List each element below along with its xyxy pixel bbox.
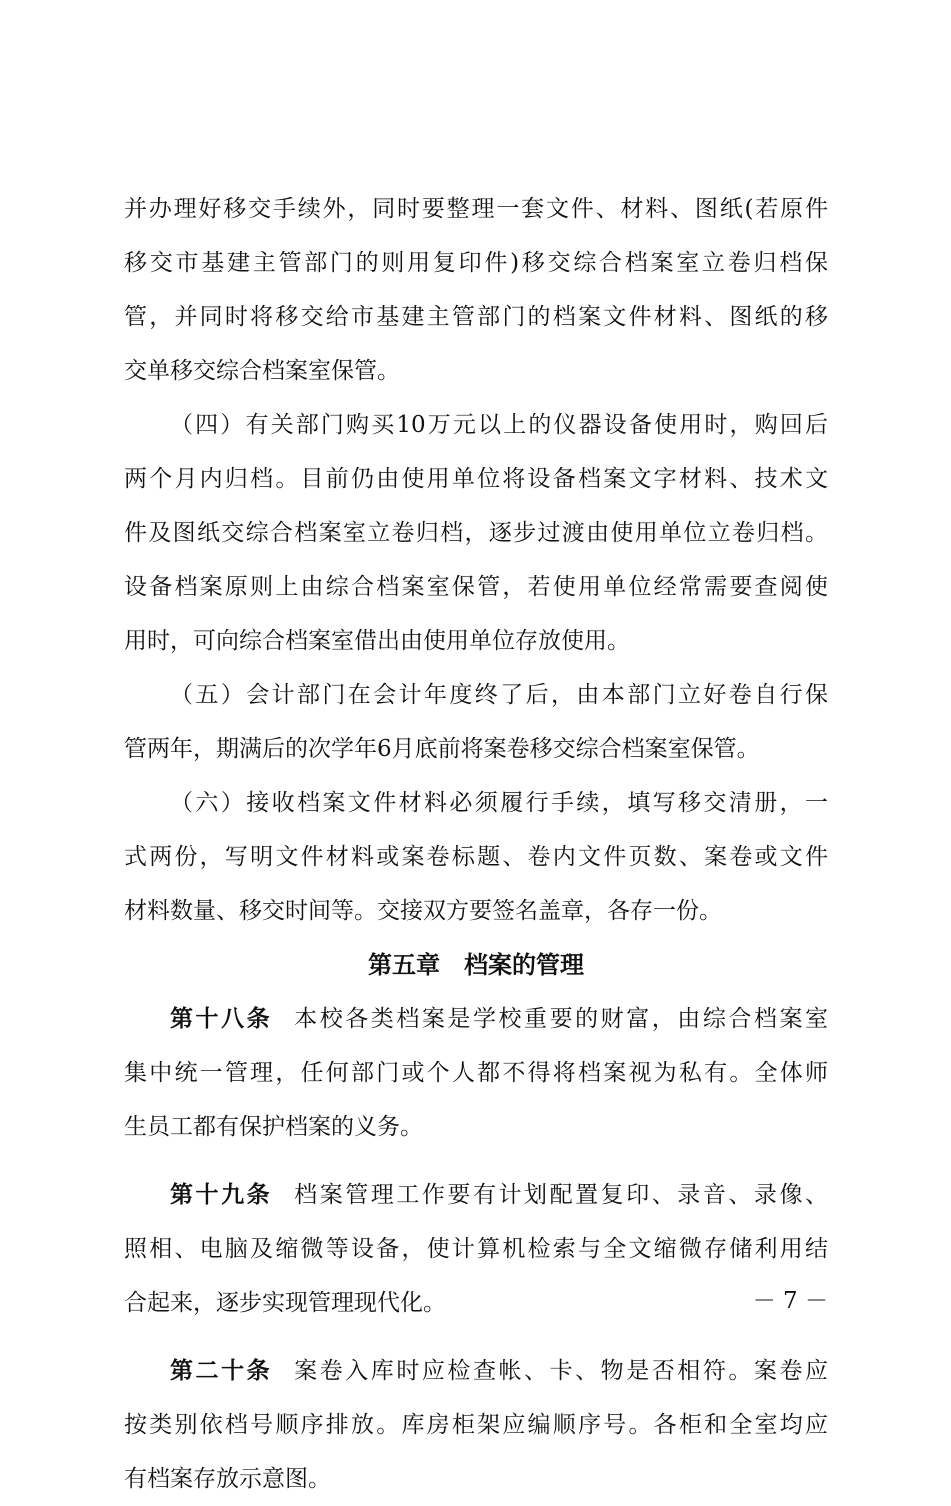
text-line: 照相、电脑及缩微等设备，使计算机检索与全文缩微存储利用结 [124,1236,828,1262]
text-line: 按类别依档号顺序排放。库房柜架应编顺序号。各柜和全室均应 [124,1412,828,1438]
article [124,1344,828,1506]
text-line: （五）会计部门在会计年度终了后，由本部门立好卷自行保 [170,682,828,708]
article-label: 第十九条 [170,1182,273,1208]
text-line: （六）接收档案文件材料必须履行手续，填写移交清册，一 [170,790,828,816]
text-line: 两个月内归档。目前仍由使用单位将设备档案文字材料、技术文 [124,466,828,492]
article-label: 第二十条 [170,1358,273,1384]
text-line: 式两份，写明文件材料或案卷标题、卷内文件页数、案卷或文件 [124,844,828,870]
text-line: （四）有关部门购买10万元以上的仪器设备使用时，购回后 [170,412,828,438]
paragraph [124,776,828,938]
chapter-heading: 第五章 档案的管理 [368,951,584,979]
text-line: 材料数量、移交时间等。交接双方要签名盖章，各存一份。 [124,898,722,924]
article-label: 第十八条 [170,1006,273,1032]
text-line: 管，并同时将移交给市基建主管部门的档案文件材料、图纸的移 [124,304,828,330]
text-line [124,1168,828,1222]
text-line: 集中统一管理，任何部门或个人都不得将档案视为私有。全体师 [124,1060,828,1086]
text-line: 生员工都有保护档案的义务。 [124,1114,423,1140]
article [124,992,828,1154]
text-line: 件及图纸交综合档案室立卷归档，逐步过渡由使用单位立卷归档。 [124,520,828,546]
text-line: 并办理好移交手续外，同时要整理一套文件、材料、图纸(若原件 [124,196,828,222]
text-line: 管两年，期满后的次学年6月底前将案卷移交综合档案室保管。 [124,736,760,762]
paragraph [124,668,828,776]
article [124,1168,828,1330]
text-line: 合起来，逐步实现管理现代化。 [124,1290,446,1316]
text-line: 用时，可向综合档案室借出由使用单位存放使用。 [124,628,630,654]
article-text: 案卷入库时应检查帐、卡、物是否相符。案卷应 [294,1358,829,1384]
text-line: 设备档案原则上由综合档案室保管，若使用单位经常需要查阅使 [124,574,828,600]
document-body [124,182,828,1506]
paragraph [124,182,828,398]
text-line [124,992,828,1046]
text-line: 移交市基建主管部门的则用复印件)移交综合档案室立卷归档保 [124,250,828,276]
text-line: 交单移交综合档案室保管。 [124,358,400,384]
page-number: － 7 － [752,1288,828,1314]
article-text: 档案管理工作要有计划配置复印、录音、录像、 [294,1182,829,1208]
paragraph [124,398,828,668]
text-line: 有档案存放示意图。 [124,1466,331,1492]
text-line [124,1344,828,1398]
article-text: 本校各类档案是学校重要的财富，由综合档案室 [294,1006,829,1032]
